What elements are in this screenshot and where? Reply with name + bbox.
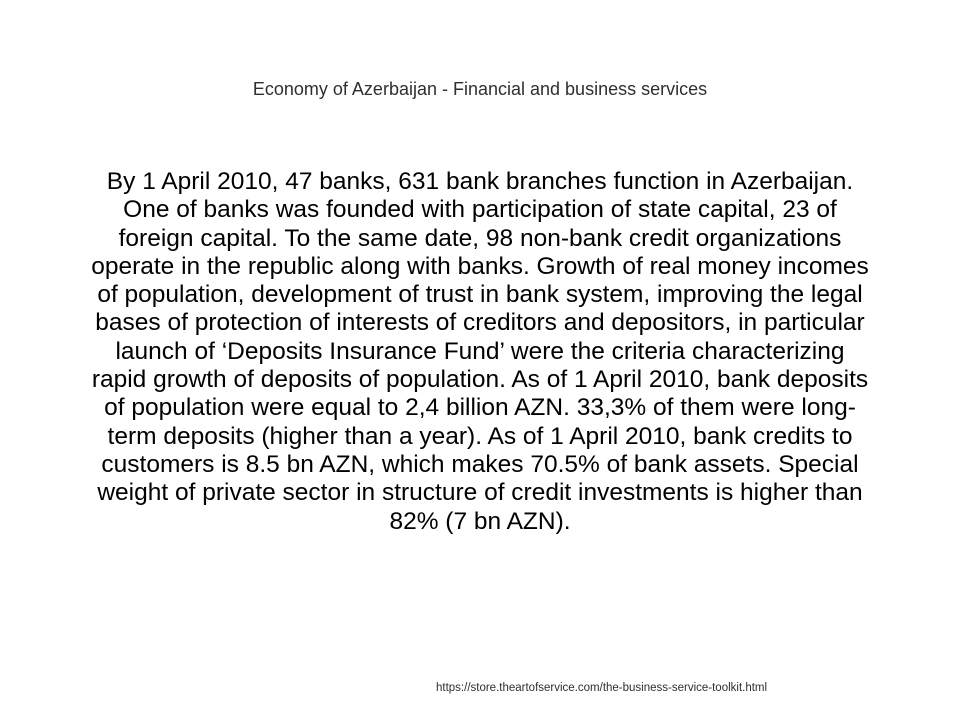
footer-url-link[interactable]: https://store.theartofservice.com/the-business-service-toolkit.html <box>436 682 768 694</box>
slide-title: Economy of Azerbaijan - Financial and business services <box>252 79 708 99</box>
slide-body-text: By 1 April 2010, 47 banks, 631 bank branches function in Azerbaijan. One of banks was founded with participation of state capital, 23 of foreign capital. To the same date, 98 non-bank credit organizations operate in the republic along with banks. Growth of real money incomes of population, development of trust in bank system, improving the legal bases of protection of interests of creditors and depositors, in particular launch of ‘Deposits Insurance Fund’ were the criteria characterizing rapid growth of deposits of population. As of 1 April 2010, bank deposits of population were equal to 2,4 billion AZN. 33,3% of them were long-term deposits (higher than a year). As of 1 April 2010, bank credits to customers is 8.5 bn AZN, which makes 70.5% of bank assets. Special weight of private sector in structure of credit investments is higher than 82% (7 bn AZN). <box>91 168 869 535</box>
